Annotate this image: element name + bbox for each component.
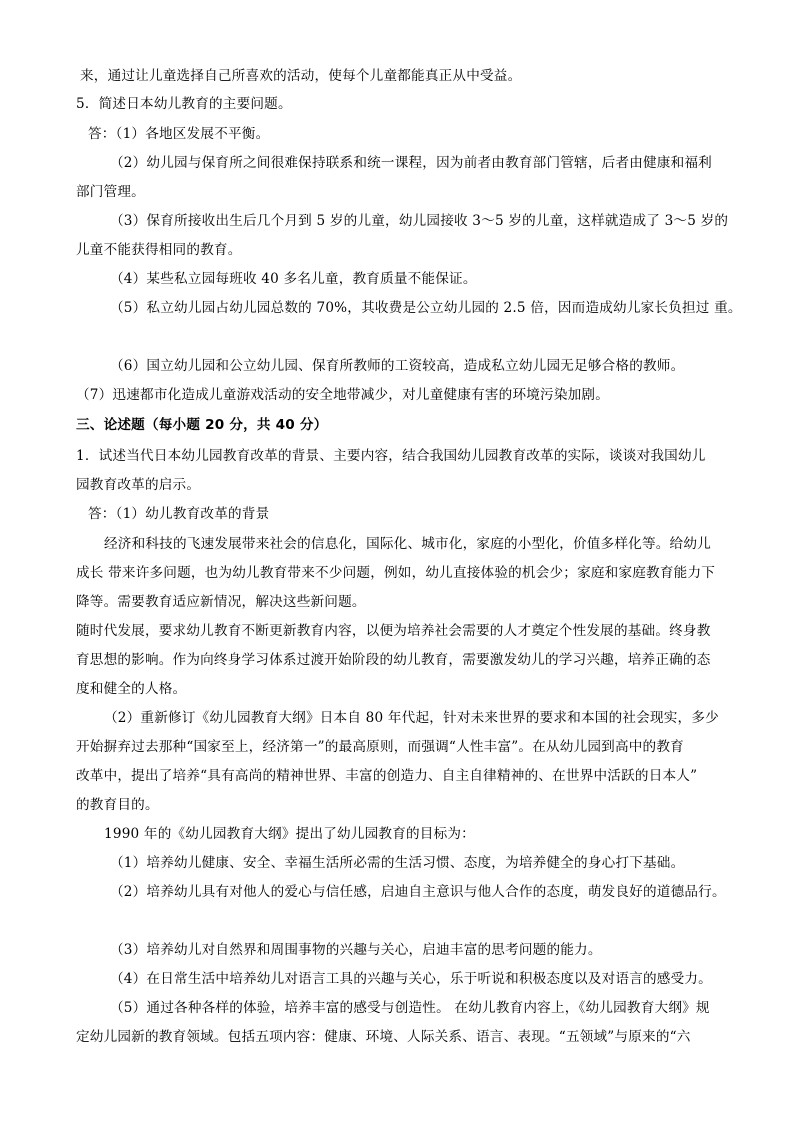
text-line: 育思想的影响。作为向终身学习体系过渡开始阶段的幼儿教育，需要激发幼儿的学习兴趣，培养正确的态 [76,652,711,668]
text-line: （3）培养幼儿对自然界和周围事物的兴趣与关心，启迪丰富的思考问题的能力。 [110,942,602,958]
text-line: （2）重新修订《幼儿园教育大纲》日本自 80 年代起，针对未来世界的要求和本国的社会现实，多少 [104,710,719,726]
answer-line: 答：（1）幼儿教育改革的背景 [88,506,270,522]
text-line: 降等。需要教育适应新情况，解决这些新问题。 [76,594,366,610]
text-line: 改革中，提出了培养“具有高尚的精神世界、丰富的创造力、自主自律精神的、在世界中活跃的日本人” [76,768,698,784]
text-line: （1）培养幼儿健康、安全、幸福生活所必需的生活习惯、态度，为培养健全的身心打下基础。 [110,855,685,871]
text-line: 的教育目的。 [76,797,159,813]
text-line: 随时代发展，要求幼儿教育不断更新教育内容，以便为培养社会需要的人才奠定个性发展的基础。终身教 [76,623,711,639]
text-line: 度和健全的人格。 [76,681,187,697]
text-line: 部门管理。 [76,184,145,200]
text-line: （5）私立幼儿园占幼儿园总数的 70%，其收费是公立幼儿园的 2.5 倍，因而造成幼儿家长负担过 重。 [110,300,742,316]
text-line: 来，通过让儿童选择自己所喜欢的活动，使每个儿童都能真正从中受益。 [80,68,522,84]
text-line: （4）在日常生活中培养幼儿对语言工具的兴趣与关心，乐于听说和积极态度以及对语言的感受力。 [110,971,712,987]
text-line: 园教育改革的启示。 [76,477,201,493]
text-line: 经济和科技的飞速发展带来社会的信息化，国际化、城市化，家庭的小型化，价值多样化等。给幼儿 [104,536,711,552]
text-line: （4）某些私立园每班收 40 多名儿童，教育质量不能保证。 [110,271,477,287]
text-line: （2）培养幼儿具有对他人的爱心与信任感，启迪自主意识与他人合作的态度，萌发良好的道德品行。 [110,884,726,900]
text-line: 成长 带来许多问题，也为幼儿教育带来不少问题，例如，幼儿直接体验的机会少；家庭和家庭教育能力下 [76,565,716,581]
text-line: （5）通过各种各样的体验，培养丰富的感受与创造性。 在幼儿教育内容上，《幼儿园教育大纲》规 [110,1000,710,1016]
text-line: （6）国立幼儿园和公立幼儿园、保育所教师的工资较高，造成私立幼儿园无足够合格的教师。 [110,358,685,374]
question-heading: 1．试述当代日本幼儿园教育改革的背景、主要内容，结合我国幼儿园教育改革的实际，谈谈对我国幼儿 [76,448,706,464]
question-heading: 5．简述日本幼儿教育的主要问题。 [76,96,292,112]
text-line: 儿童不能获得相同的教育。 [76,242,242,258]
text-line: （3）保育所接收出生后几个月到 5 岁的儿童，幼儿园接收 3～5 岁的儿童，这样就造成了 3～5 岁的 [110,213,729,229]
text-line: 定幼儿园新的教育领域。包括五项内容：健康、环境、人际关系、语言、表现。“五领域”与原来的“六 [76,1029,691,1045]
text-line: （7）迅速都市化造成儿童游戏活动的安全地带减少，对儿童健康有害的环境污染加剧。 [76,387,610,403]
section-heading: 三、论述题（每小题 20 分，共 40 分） [76,417,328,433]
text-line: 1990 年的《幼儿园教育大纲》提出了幼儿园教育的目标为： [104,826,475,842]
text-line: 开始摒弃过去那种“国家至上，经济第一”的最高原则，而强调“人性丰富”。在从幼儿园到高中的教育 [76,739,684,755]
answer-line: 答：（1）各地区发展不平衡。 [88,126,270,142]
text-line: （2）幼儿园与保育所之间很难保持联系和统一课程，因为前者由教育部门管辖，后者由健康和福利 [110,155,712,171]
